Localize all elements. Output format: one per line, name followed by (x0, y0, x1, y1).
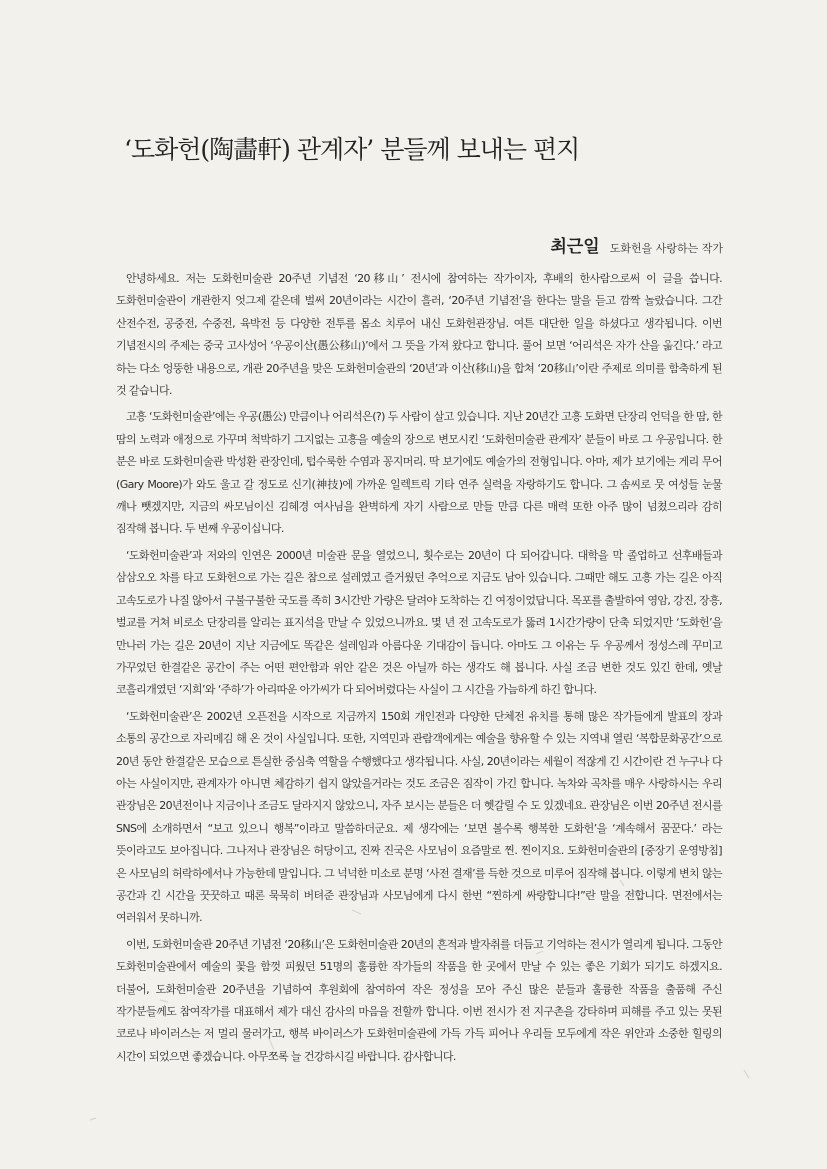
paragraph-5: 이번, 도화헌미술관 20주년 기념전 ‘20移山’은 도화헌미술관 20년의 흔적과 발자취를 더듬고 기억하는 전시가 열리게 됩니다. 그동안 도화헌미술관에서 예술의 꽃을 함껏 피웠던 51명의 훌륭한 작가들의 작품을 한 곳에서 만날 수 있는 좋은 기회가 되기도 하겠지요. 더불어, 도화헌미술관 20주년을 기념하여 후원회에 참여하여 작은 정성을 모아 주신 많은 분들과 훌륭한 작품을 출품해 주신 작가분들께도 참여작가를 대표해서 제가 대신 감사의 마음을 전할까 합니다. 이번 전시가 전 지구촌을 강타하며 피해를 주고 있는 못된 코로나 바이러스는 저 멀리 물러가고, 행복 바이러스가 도화헌미술관에 가득 가득 피어나 우리들 모두에게 작은 위안과 소중한 힐링의 시간이 되었으면 좋겠습니다. 아무쪼록 늘 건강하시길 바랍니다. 감사합니다. (116, 937, 722, 1063)
page-title: ‘도화헌(陶畵軒) 관계자’ 분들께 보내는 편지 (124, 135, 580, 164)
author-description: 도화헌을 사랑하는 작가 (609, 242, 723, 255)
author-byline (550, 232, 723, 257)
paragraph-4: ‘도화헌미술관’은 2002년 오픈전을 시작으로 지금까지 150회 개인전과 다양한 단체전 유치를 통해 많은 작가들에게 발표의 장과 소통의 공간으로 자리메김 해 온 것이 사실입니다. 또한, 지역민과 관람객에게는 예술을 향유할 수 있는 지역내 열린 ‘복합문화공간’으로 20년 동안 한결같은 모습으로 튼실한 중심축 역할을 수행했다고 생각됩니다. 사실, 20년이라는 세월이 적잖게 긴 시간이란 건 누구나 다 아는 사실이지만, 관계자가 아니면 체감하기 쉽지 않았을거라는 것도 조금은 짐작이 가긴 합니다. 녹차와 곡차를 매우 사랑하시는 우리 관장님은 20년전이나 지금이나 조금도 달라지지 않았으니, 자주 보시는 분들은 더 헷갈릴 수 도 있겠네요. 관장님은 이번 20주년 전시를 SNS에 소개하면서 “보고 있으니 행복”이라고 말씀하더군요. 제 생각에는 ‘보면 볼수록 행복한 도화헌’을 ‘계속해서 꿈꾼다.’ 라는 뜻이라고도 보아집니다. 그나저나 관장님은 허당이고, 진짜 진국은 사모님이 요즘말로 찐. 찐이지요. 도화헌미술관의 [중장기 운영방침]은 사모님의 허락하에서나 가능한데 말입니다. 그 넉넉한 미소로 분명 ‘사전 결재’를 득한 것으로 미루어 짐작해 봅니다. 이렇게 변치 않는 공간과 긴 시간을 꿋꿋하고 때론 묵묵히 버텨준 관장님과 사모님에게 다시 한번 “찐하게 싸랑합니다!”란 말을 전합니다. 면전에서는 여러워서 못하니까. (116, 709, 722, 925)
paragraph-1: 안녕하세요. 저는 도화헌미술관 20주년 기념전 ‘20移山’ 전시에 참여하는 작가이자, 후배의 한사람으로써 이 글을 씁니다. 도화헌미술관이 개관한지 엇그제 같은데 벌써 20년이라는 시간이 흘러, ‘20주년 기념전’을 한다는 말을 듣고 깜짝 놀랐습니다. 그간 산전수전, 공중전, 수중전, 육박전 등 다양한 전투를 몸소 치루어 내신 도화헌관장님. 여튼 대단한 일을 하셨다고 생각됩니다. 이번 기념전시의 주제는 중국 고사성어 ‘우공이산(愚公移山)’에서 그 뜻을 가져 왔다고 합니다. 풀어 보면 ‘어리석은 자가 산을 옮긴다.’ 라고 하는 다소 엉뚱한 내용으로, 개관 20주년을 맞은 도화헌미술관의 ‘20년’과 이산(移山)을 합쳐 ‘20移山’이란 주제로 의미를 함축하게 된 것 같습니다. (116, 272, 722, 398)
paragraph-2: 고흥 ‘도화헌미술관’에는 우공(愚公) 만큼이나 어리석은(?) 두 사람이 살고 있습니다. 지난 20년간 고흥 도화면 단장리 언덕을 한 땀, 한 땀의 노력과 애정으로 가꾸며 척박하기 그지없는 고흥을 예술의 장으로 변모시킨 ‘도화헌미술관 관계자’ 분들이 바로 그 우공입니다. 한 분은 바로 도화헌미술관 박성환 관장인데, 텁수룩한 수염과 꽁지머리. 딱 보기에도 예술가의 전형입니다. 아마, 제가 보기에는 게리 무어(Gary Moore)가 와도 울고 갈 정도로 신기(神技)에 가까운 일렉트릭 기타 연주 실력을 자랑하기도 합니다. 그 솜씨로 뭇 여성들 눈물 깨나 뺏겠지만, 지금의 싸모님이신 김혜경 여사님을 완벽하게 자기 사람으로 만들 만큼 다른 매력 또한 아주 많이 넘쳤으리라 감히 짐작해 봅니다. 두 번째 우공이십니다. (116, 410, 722, 536)
author-name: 최근일 (550, 237, 600, 257)
letter-body (116, 268, 722, 1072)
paragraph-3: ‘도화헌미술관’과 저와의 인연은 2000년 미술관 문을 열었으니, 횟수로는 20년이 다 되어갑니다. 대학을 막 졸업하고 선후배들과 삼삼오오 차를 타고 도화헌으로 가는 길은 참으로 설레였고 즐거웠던 추억으로 지금도 남아 있습니다. 그때만 해도 고흥 가는 길은 아직 고속도로가 나질 않아서 구불구불한 국도를 족히 3시간반 가량은 달려야 도착하는 긴 여정이었답니다. 목포를 출발하여 영암, 강진, 장흥, 벌교를 거쳐 비로소 단장리를 알리는 표지석을 만날 수 있었으니까요. 몇 년 전 고속도로가 뚫려 1시간가량이 단축 되었지만 ‘도화헌’을 만나러 가는 길은 20년이 지난 지금에도 똑같은 설레임과 아름다운 기대감이 듭니다. 아마도 그 이유는 두 우공께서 정성스레 꾸미고 가꾸었던 한결같은 공간이 주는 어떤 편안함과 위안 같은 것은 아닐까 하는 생각도 해 봅니다. 사실 조금 변한 것도 있긴 한데, 옛날 코흘리개였던 ‘지희’와 ‘주하’가 아리따운 아가씨가 다 되어버렸다는 사실이 그 시간을 가늠하게 하긴 합니다. (116, 548, 722, 697)
